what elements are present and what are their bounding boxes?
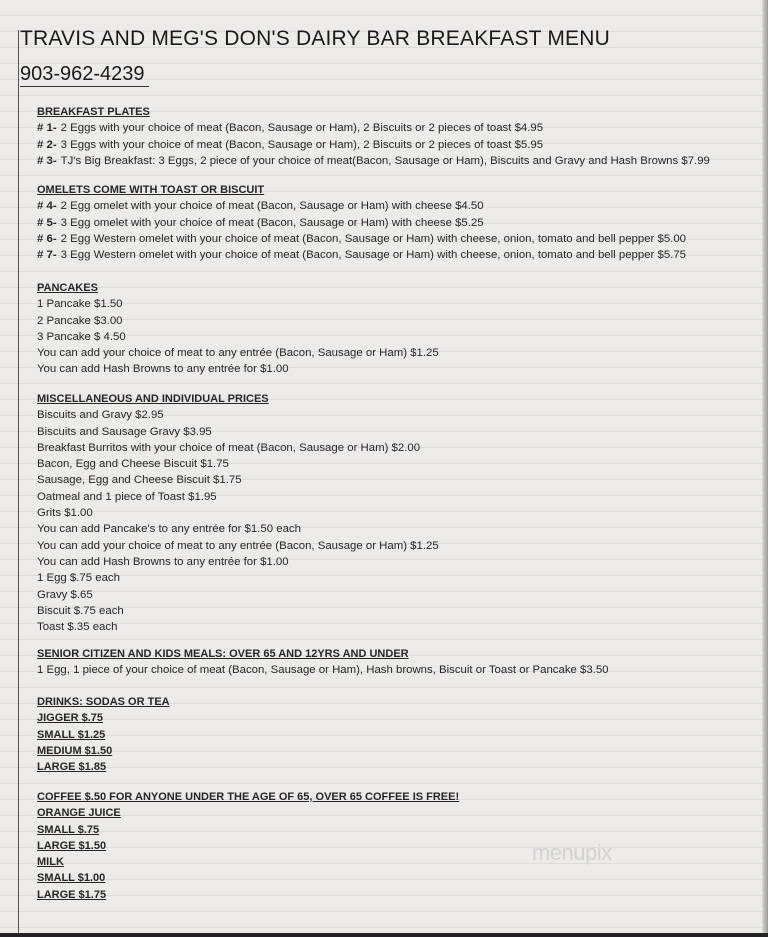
item-text: Breakfast Burritos with your choice of meat (Bacon, Sausage or Ham) $2.00 — [37, 441, 421, 454]
menu-item — [37, 407, 439, 423]
item-text: 2 Egg omelet with your choice of meat (Bacon, Sausage or Ham) with cheese $4.50 — [60, 200, 484, 213]
watermark: menupix — [532, 840, 612, 865]
section-heading: COFFEE $.50 FOR ANYONE UNDER THE AGE OF 65, OVER 65 COFFEE IS FREE! — [37, 791, 460, 803]
item-number: # 7- — [37, 249, 57, 262]
menu-item — [37, 472, 439, 488]
item-text: Oatmeal and 1 piece of Toast $1.95 — [37, 490, 217, 503]
item-text: Toast $.35 each — [37, 621, 118, 634]
menu-item — [37, 554, 439, 570]
menu-section — [37, 694, 170, 775]
item-text: 3 Pancake $ 4.50 — [37, 330, 126, 343]
menu-item — [37, 198, 686, 214]
menu-item — [37, 440, 439, 456]
menu-item — [37, 489, 439, 505]
item-text: You can add Hash Browns to any entrée for $1.00 — [37, 363, 289, 376]
item-text: Sausage, Egg and Cheese Biscuit $1.75 — [37, 474, 242, 487]
item-text: LARGE $1.85 — [37, 761, 107, 774]
menu-item — [37, 603, 439, 619]
section-heading: OMELETS COME WITH TOAST OR BISCUIT — [37, 184, 265, 196]
item-text: 1 Pancake $1.50 — [37, 298, 123, 311]
menu-item — [37, 587, 439, 603]
item-number: # 4- — [37, 200, 57, 213]
page-margin-line — [18, 30, 19, 937]
menu-item — [37, 822, 459, 838]
menu-section — [37, 280, 439, 378]
menu-item — [37, 505, 439, 521]
item-text: MILK — [37, 856, 64, 869]
menu-item — [37, 570, 439, 586]
menu-item — [37, 538, 439, 554]
menu-section — [37, 789, 459, 903]
menu-item — [37, 296, 439, 312]
item-text: Grits $1.00 — [37, 507, 93, 520]
menu-item — [37, 137, 710, 153]
item-text: MEDIUM $1.50 — [37, 744, 113, 757]
item-text: LARGE $1.50 — [37, 839, 107, 852]
menu-title: TRAVIS AND MEG'S DON'S DAIRY BAR BREAKFAST MENU — [20, 27, 610, 50]
item-text: 1 Egg, 1 piece of your choice of meat (Bacon, Sausage or Ham), Hash browns, Biscuit or Toast or Pancake $3.50 — [37, 664, 609, 677]
menu-section — [37, 104, 710, 169]
item-text: 3 Eggs with your choice of meat (Bacon, Sausage or Ham), 2 Biscuits or 2 pieces of toast $5.95 — [60, 138, 544, 151]
menu-item — [37, 619, 439, 635]
phone-number: 903-962-4239 — [20, 63, 149, 87]
section-heading: SENIOR CITIZEN AND KIDS MEALS: OVER 65 AND 12YRS AND UNDER — [37, 648, 409, 660]
item-text: 2 Eggs with your choice of meat (Bacon, Sausage or Ham), 2 Biscuits or 2 pieces of toast $4.95 — [60, 122, 544, 135]
item-text: You can add your choice of meat to any entrée (Bacon, Sausage or Ham) $1.25 — [37, 347, 439, 360]
item-text: You can add your choice of meat to any entrée (Bacon, Sausage or Ham) $1.25 — [37, 539, 439, 552]
item-text: Biscuit $.75 each — [37, 604, 124, 617]
item-number: # 3- — [37, 154, 57, 167]
menu-item — [37, 313, 439, 329]
section-heading: DRINKS: SODAS OR TEA — [37, 696, 170, 708]
item-text: SMALL $1.25 — [37, 728, 106, 741]
item-text: JIGGER $.75 — [37, 712, 104, 725]
menu-section — [37, 646, 609, 679]
item-text: Bacon, Egg and Cheese Biscuit $1.75 — [37, 458, 229, 471]
section-heading: BREAKFAST PLATES — [37, 106, 150, 118]
menu-item — [37, 710, 170, 726]
menu-item — [37, 247, 686, 263]
item-text: SMALL $.75 — [37, 823, 100, 836]
item-text: Biscuits and Gravy $2.95 — [37, 409, 164, 422]
item-text: 3 Egg Western omelet with your choice of meat (Bacon, Sausage or Ham) with cheese, onion, tomato and bell pepper $5.75 — [60, 249, 687, 262]
menu-item — [37, 231, 686, 247]
item-number: # 1- — [37, 122, 57, 135]
menu-item — [37, 662, 609, 678]
menu-item — [37, 120, 710, 136]
menu-item — [37, 329, 439, 345]
item-text: 3 Egg omelet with your choice of meat (Bacon, Sausage or Ham) with cheese $5.25 — [60, 216, 484, 229]
item-text: LARGE $1.75 — [37, 888, 107, 901]
menu-item — [37, 215, 686, 231]
item-number: # 5- — [37, 216, 57, 229]
item-text: SMALL $1.00 — [37, 872, 106, 885]
menu-item — [37, 345, 439, 361]
item-text: You can add Hash Browns to any entrée for $1.00 — [37, 555, 289, 568]
menu-item — [37, 887, 459, 903]
menu-section — [37, 391, 439, 635]
item-text: Biscuits and Sausage Gravy $3.95 — [37, 425, 212, 438]
page-edge-shadow — [762, 0, 768, 937]
menu-item — [37, 456, 439, 472]
section-heading: PANCAKES — [37, 282, 98, 294]
item-text: You can add Pancake's to any entrée for $1.50 each — [37, 523, 301, 536]
page-bottom-edge — [0, 933, 768, 937]
item-text: 2 Egg Western omelet with your choice of meat (Bacon, Sausage or Ham) with cheese, onion, tomato and bell pepper $5.00 — [60, 232, 687, 245]
menu-item — [37, 424, 439, 440]
item-text: 2 Pancake $3.00 — [37, 314, 123, 327]
item-number: # 6- — [37, 232, 57, 245]
item-text: Gravy $.65 — [37, 588, 93, 601]
menu-item — [37, 838, 459, 854]
item-text: ORANGE JUICE — [37, 807, 121, 820]
menu-item — [37, 759, 170, 775]
menu-item — [37, 743, 170, 759]
menu-item — [37, 854, 459, 870]
menu-item — [37, 805, 459, 821]
menu-section — [37, 182, 686, 263]
menu-item — [37, 727, 170, 743]
menu-item — [37, 870, 459, 886]
item-number: # 2- — [37, 138, 57, 151]
menu-item — [37, 521, 439, 537]
section-heading: MISCELLANEOUS AND INDIVIDUAL PRICES — [37, 393, 269, 405]
menu-item — [37, 361, 439, 377]
item-text: TJ's Big Breakfast: 3 Eggs, 2 piece of your choice of meat(Bacon, Sausage or Ham), Biscuits and Gravy and Hash Browns $7.99 — [60, 154, 710, 167]
item-text: 1 Egg $.75 each — [37, 572, 120, 585]
menu-item — [37, 153, 710, 169]
